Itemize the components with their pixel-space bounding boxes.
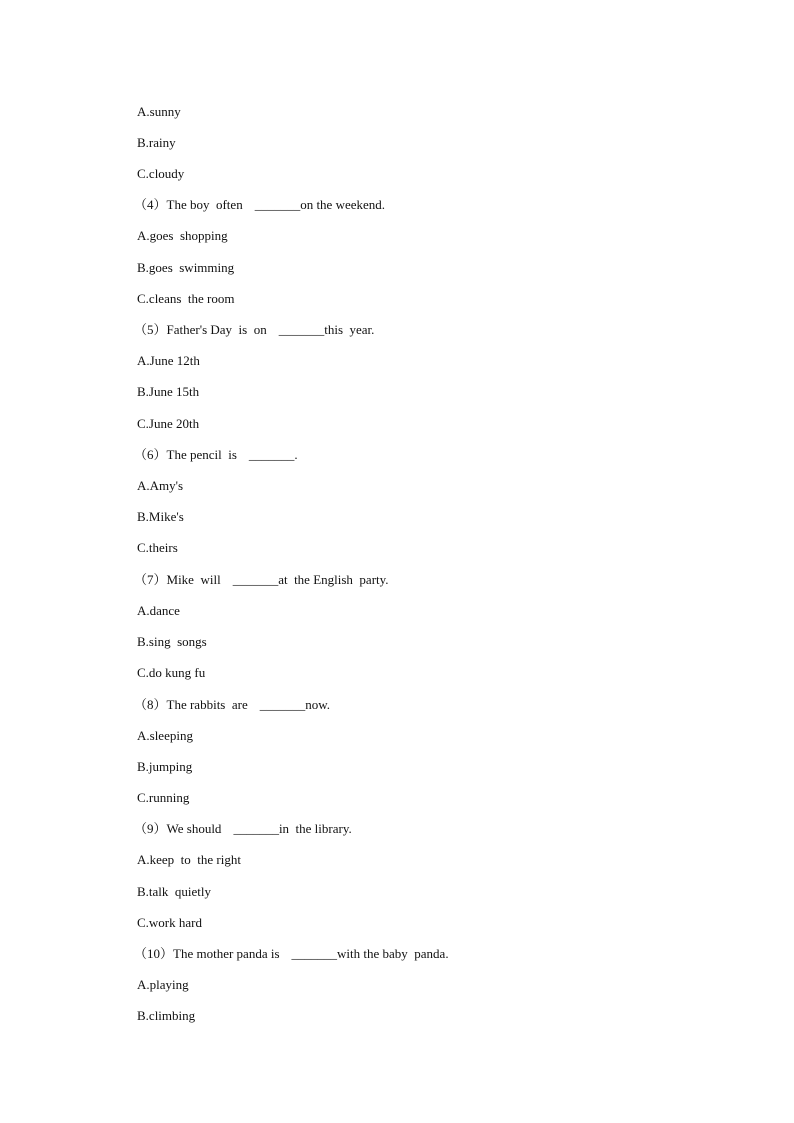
option-10b: B.climbing bbox=[137, 1008, 196, 1023]
option-9c: C.work hard bbox=[137, 915, 202, 930]
question-9 bbox=[134, 819, 352, 839]
option-8c: C.running bbox=[137, 790, 190, 805]
option-4b: B.goes swimming bbox=[137, 260, 235, 275]
question-text: The rabbits are bbox=[166, 697, 248, 712]
question-text-after: at the English party. bbox=[278, 572, 389, 587]
question-10 bbox=[134, 944, 449, 964]
option-3b: B.rainy bbox=[137, 135, 176, 150]
option-7a: A.dance bbox=[137, 603, 180, 618]
option-9a: A.keep to the right bbox=[137, 852, 241, 867]
option-8b: B.jumping bbox=[137, 759, 193, 774]
option-7b: B.sing songs bbox=[137, 634, 207, 649]
question-text-after: . bbox=[294, 447, 298, 462]
option-7c: C.do kung fu bbox=[137, 665, 206, 680]
option-3c: C.cloudy bbox=[137, 166, 185, 181]
question-text-after: in the library. bbox=[278, 821, 352, 836]
question-4 bbox=[134, 195, 385, 215]
question-text: We should bbox=[166, 821, 222, 836]
option-8a: A.sleeping bbox=[137, 728, 193, 743]
option-6b: B.Mike's bbox=[137, 509, 184, 524]
question-text: The pencil is bbox=[166, 447, 237, 462]
question-text-after: this year. bbox=[324, 322, 375, 337]
answer-blank: _______ bbox=[291, 946, 338, 961]
option-4a: A.goes shopping bbox=[137, 228, 228, 243]
question-text: Father's Day is on bbox=[166, 322, 267, 337]
answer-blank: _______ bbox=[278, 322, 325, 337]
option-6c: C.theirs bbox=[137, 540, 178, 555]
question-8 bbox=[134, 695, 330, 715]
option-3a: A.sunny bbox=[137, 104, 181, 119]
question-number: （6） bbox=[134, 447, 167, 462]
option-5a: A.June 12th bbox=[137, 353, 200, 368]
option-6a: A.Amy's bbox=[137, 478, 184, 493]
question-number: （9） bbox=[134, 821, 167, 836]
question-text-after: with the baby panda. bbox=[337, 946, 449, 961]
answer-blank: _______ bbox=[233, 821, 279, 836]
answer-blank: _______ bbox=[232, 572, 279, 587]
question-number: （5） bbox=[134, 322, 167, 337]
question-5 bbox=[134, 320, 374, 340]
question-text-after: now. bbox=[305, 697, 331, 712]
question-number: （8） bbox=[134, 697, 167, 712]
option-9b: B.talk quietly bbox=[137, 884, 212, 899]
answer-blank: _______ bbox=[254, 197, 301, 212]
question-number: （4） bbox=[134, 197, 167, 212]
option-5c: C.June 20th bbox=[137, 416, 200, 431]
option-5b: B.June 15th bbox=[137, 384, 200, 399]
option-10a: A.playing bbox=[137, 977, 189, 992]
question-text: The mother panda is bbox=[173, 946, 280, 961]
question-7 bbox=[134, 570, 389, 590]
question-number: （7） bbox=[134, 572, 167, 587]
question-text: The boy often bbox=[166, 197, 243, 212]
question-6 bbox=[134, 445, 298, 465]
question-text: Mike will bbox=[166, 572, 221, 587]
question-text-after: on the weekend. bbox=[300, 197, 386, 212]
answer-blank: _______ bbox=[248, 447, 295, 462]
option-4c: C.cleans the room bbox=[137, 291, 235, 306]
question-number: （10） bbox=[134, 946, 174, 961]
answer-blank: _______ bbox=[259, 697, 306, 712]
